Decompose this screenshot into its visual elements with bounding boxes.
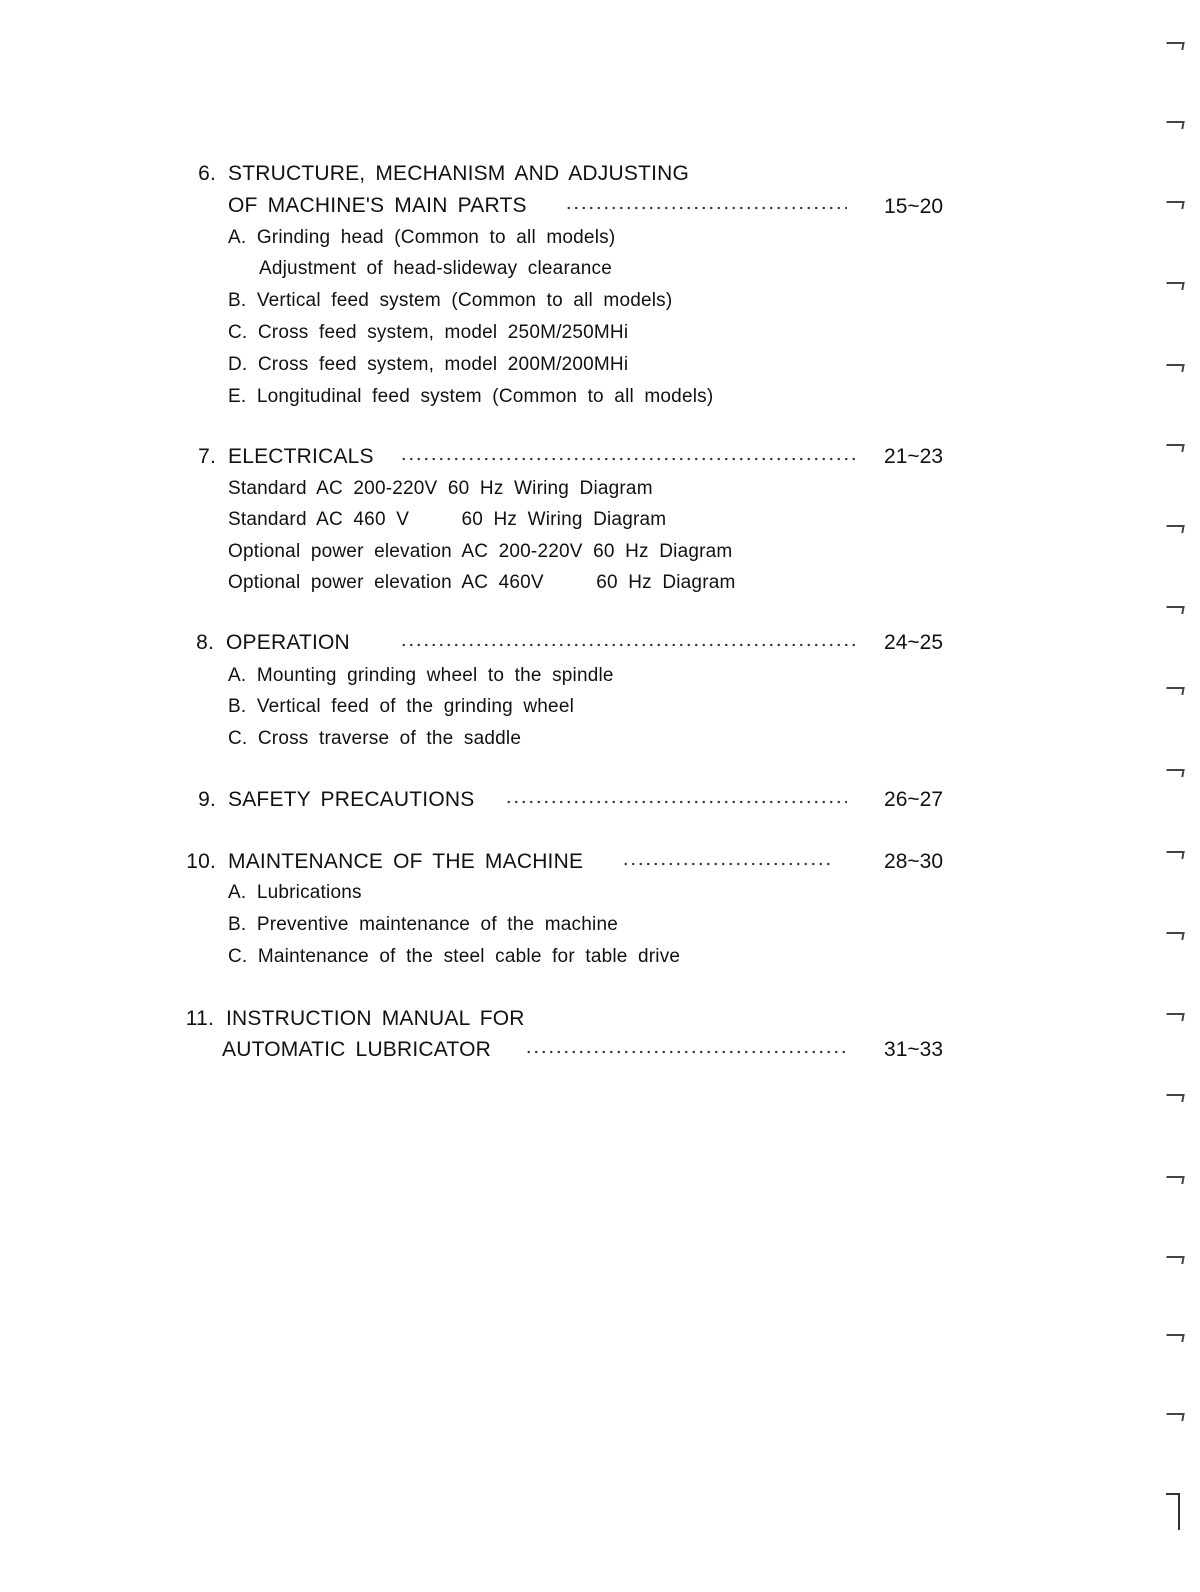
binder-hole-mark	[1165, 1094, 1184, 1102]
section-title: OPERATION	[226, 631, 350, 654]
toc-item: D. Cross feed system, model 200M/200MHi	[228, 354, 629, 375]
binder-hole-mark	[1165, 282, 1184, 290]
toc-item: Optional power elevation AC 460V 60 Hz Diagram	[228, 572, 736, 593]
toc-item: E. Longitudinal feed system (Common to all models)	[228, 386, 714, 407]
binder-hole-mark	[1165, 932, 1184, 940]
section-number: 11.	[185, 1007, 214, 1030]
toc-item: A. Grinding head (Common to all models)	[228, 227, 616, 248]
toc-item: A. Lubrications	[228, 882, 362, 903]
binder-hole-mark	[1165, 42, 1184, 50]
section-number: 8.	[196, 631, 214, 654]
binder-hole-mark	[1165, 201, 1184, 209]
toc-item: C. Maintenance of the steel cable for table drive	[228, 946, 681, 967]
binder-hole-mark	[1165, 1413, 1184, 1421]
dot-leader	[525, 1050, 847, 1054]
toc-item: C. Cross traverse of the saddle	[228, 728, 522, 749]
binder-hole-mark	[1165, 687, 1184, 695]
binder-hole-mark	[1165, 1176, 1184, 1184]
section-title: OF MACHINE'S MAIN PARTS	[228, 194, 527, 217]
binder-hole-mark	[1165, 364, 1184, 372]
page-range: 15~20	[884, 195, 943, 218]
section-title: SAFETY PRECAUTIONS	[228, 788, 475, 811]
page-range: 31~33	[884, 1038, 943, 1061]
toc-item: B. Vertical feed system (Common to all models)	[228, 290, 673, 311]
section-title: AUTOMATIC LUBRICATOR	[222, 1038, 491, 1061]
toc-item: B. Preventive maintenance of the machine	[228, 914, 618, 935]
section-number: 9.	[198, 788, 216, 811]
section-number: 7.	[198, 445, 216, 468]
toc-item: B. Vertical feed of the grinding wheel	[228, 696, 575, 717]
binder-hole-mark	[1165, 121, 1184, 129]
toc-item: Standard AC 200-220V 60 Hz Wiring Diagram	[228, 478, 653, 499]
binder-edge-mark	[1166, 1493, 1180, 1530]
dot-leader	[622, 862, 830, 866]
section-title: INSTRUCTION MANUAL FOR	[226, 1007, 525, 1030]
binder-hole-mark	[1165, 1013, 1184, 1021]
toc-item: Standard AC 460 V 60 Hz Wiring Diagram	[228, 509, 667, 530]
binder-hole-mark	[1165, 525, 1184, 533]
toc-item: Adjustment of head-slideway clearance	[259, 258, 612, 279]
page-range: 24~25	[884, 631, 943, 654]
binder-hole-mark	[1165, 769, 1184, 777]
page-range: 26~27	[884, 788, 943, 811]
section-title: ELECTRICALS	[228, 445, 374, 468]
toc-item: Optional power elevation AC 200-220V 60 Hz Diagram	[228, 541, 733, 562]
toc-item: A. Mounting grinding wheel to the spindle	[228, 665, 614, 686]
dot-leader	[505, 800, 847, 804]
section-title: STRUCTURE, MECHANISM AND ADJUSTING	[228, 162, 689, 185]
section-number: 10.	[186, 850, 216, 873]
binder-hole-mark	[1165, 1334, 1184, 1342]
binder-hole-mark	[1165, 444, 1184, 452]
page-range: 28~30	[884, 850, 943, 873]
section-number: 6.	[198, 162, 216, 185]
dot-leader	[400, 457, 855, 461]
binder-hole-mark	[1165, 1256, 1184, 1264]
dot-leader	[565, 206, 847, 210]
toc-item: C. Cross feed system, model 250M/250MHi	[228, 322, 629, 343]
page-range: 21~23	[884, 445, 943, 468]
dot-leader	[400, 643, 855, 647]
section-title: MAINTENANCE OF THE MACHINE	[228, 850, 584, 873]
binder-hole-mark	[1165, 606, 1184, 614]
binder-hole-mark	[1165, 851, 1184, 859]
